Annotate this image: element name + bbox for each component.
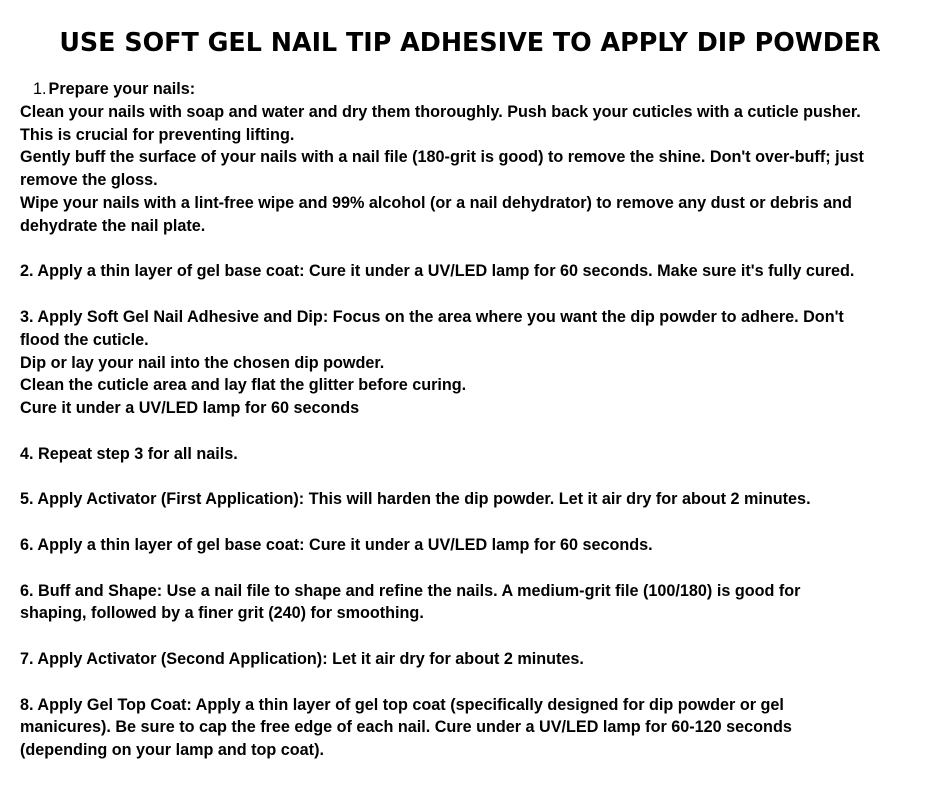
spacer bbox=[20, 283, 925, 306]
page-title: USE SOFT GEL NAIL TIP ADHESIVE TO APPLY DIP POWDER bbox=[59, 27, 881, 57]
step-1-line: Gently buff the surface of your nails with a nail file (180-grit is good) to remove the shine. Don't over-buff; just bbox=[20, 148, 864, 167]
step-3-line: Cure it under a UV/LED lamp for 60 seconds bbox=[20, 399, 360, 418]
spacer bbox=[20, 511, 925, 534]
step-1-line: Clean your nails with soap and water and dry them thoroughly. Push back your cuticles with a cuticle pusher. bbox=[20, 102, 861, 121]
step-7-line: 7. Apply Activator (Second Application): Let it air dry for about 2 minutes. bbox=[20, 649, 584, 668]
step-1-line: This is crucial for preventing lifting. bbox=[20, 125, 295, 144]
spacer bbox=[20, 557, 925, 580]
step-2-line: 2. Apply a thin layer of gel base coat: Cure it under a UV/LED lamp for 60 seconds. Make sure it's fully cured. bbox=[20, 262, 855, 281]
step-8-line: manicures). Be sure to cap the free edge of each nail. Cure under a UV/LED lamp for 60-120 seconds bbox=[20, 718, 792, 737]
step-1-line: Wipe your nails with a lint-free wipe and 99% alcohol (or a nail dehydrator) to remove any dust or debris and bbox=[20, 193, 852, 212]
step-6-line: 6. Apply a thin layer of gel base coat: Cure it under a UV/LED lamp for 60 seconds. bbox=[20, 535, 653, 554]
spacer bbox=[20, 466, 925, 489]
step-3-line: 3. Apply Soft Gel Nail Adhesive and Dip: Focus on the area where you want the dip powder to adhere. Don't bbox=[20, 307, 844, 326]
step-4-line: 4. Repeat step 3 for all nails. bbox=[20, 444, 238, 463]
step-1-number: 1. bbox=[33, 80, 47, 98]
spacer bbox=[20, 420, 925, 443]
step-1-line: dehydrate the nail plate. bbox=[20, 216, 206, 235]
step-3-line: Clean the cuticle area and lay flat the glitter before curing. bbox=[20, 376, 467, 395]
step-8-line: (depending on your lamp and top coat). bbox=[20, 741, 324, 760]
step-buff-line: 6. Buff and Shape: Use a nail file to shape and refine the nails. A medium-grit file (100/180) is good for bbox=[20, 581, 801, 600]
spacer bbox=[20, 625, 925, 648]
step-1-heading bbox=[20, 78, 925, 101]
step-buff-line: shaping, followed by a finer grit (240) for smoothing. bbox=[20, 604, 424, 623]
step-3-line: Dip or lay your nail into the chosen dip powder. bbox=[20, 353, 385, 372]
instructions-body bbox=[20, 78, 925, 762]
step-8-line: 8. Apply Gel Top Coat: Apply a thin layer of gel top coat (specifically designed for dip powder or gel bbox=[20, 695, 784, 714]
step-3-line: flood the cuticle. bbox=[20, 330, 149, 349]
spacer bbox=[20, 238, 925, 261]
spacer bbox=[20, 671, 925, 694]
step-1-line: remove the gloss. bbox=[20, 171, 158, 190]
step-5-line: 5. Apply Activator (First Application): This will harden the dip powder. Let it air dry for about 2 minutes. bbox=[20, 490, 811, 509]
step-1-heading-text: Prepare your nails: bbox=[48, 80, 196, 98]
